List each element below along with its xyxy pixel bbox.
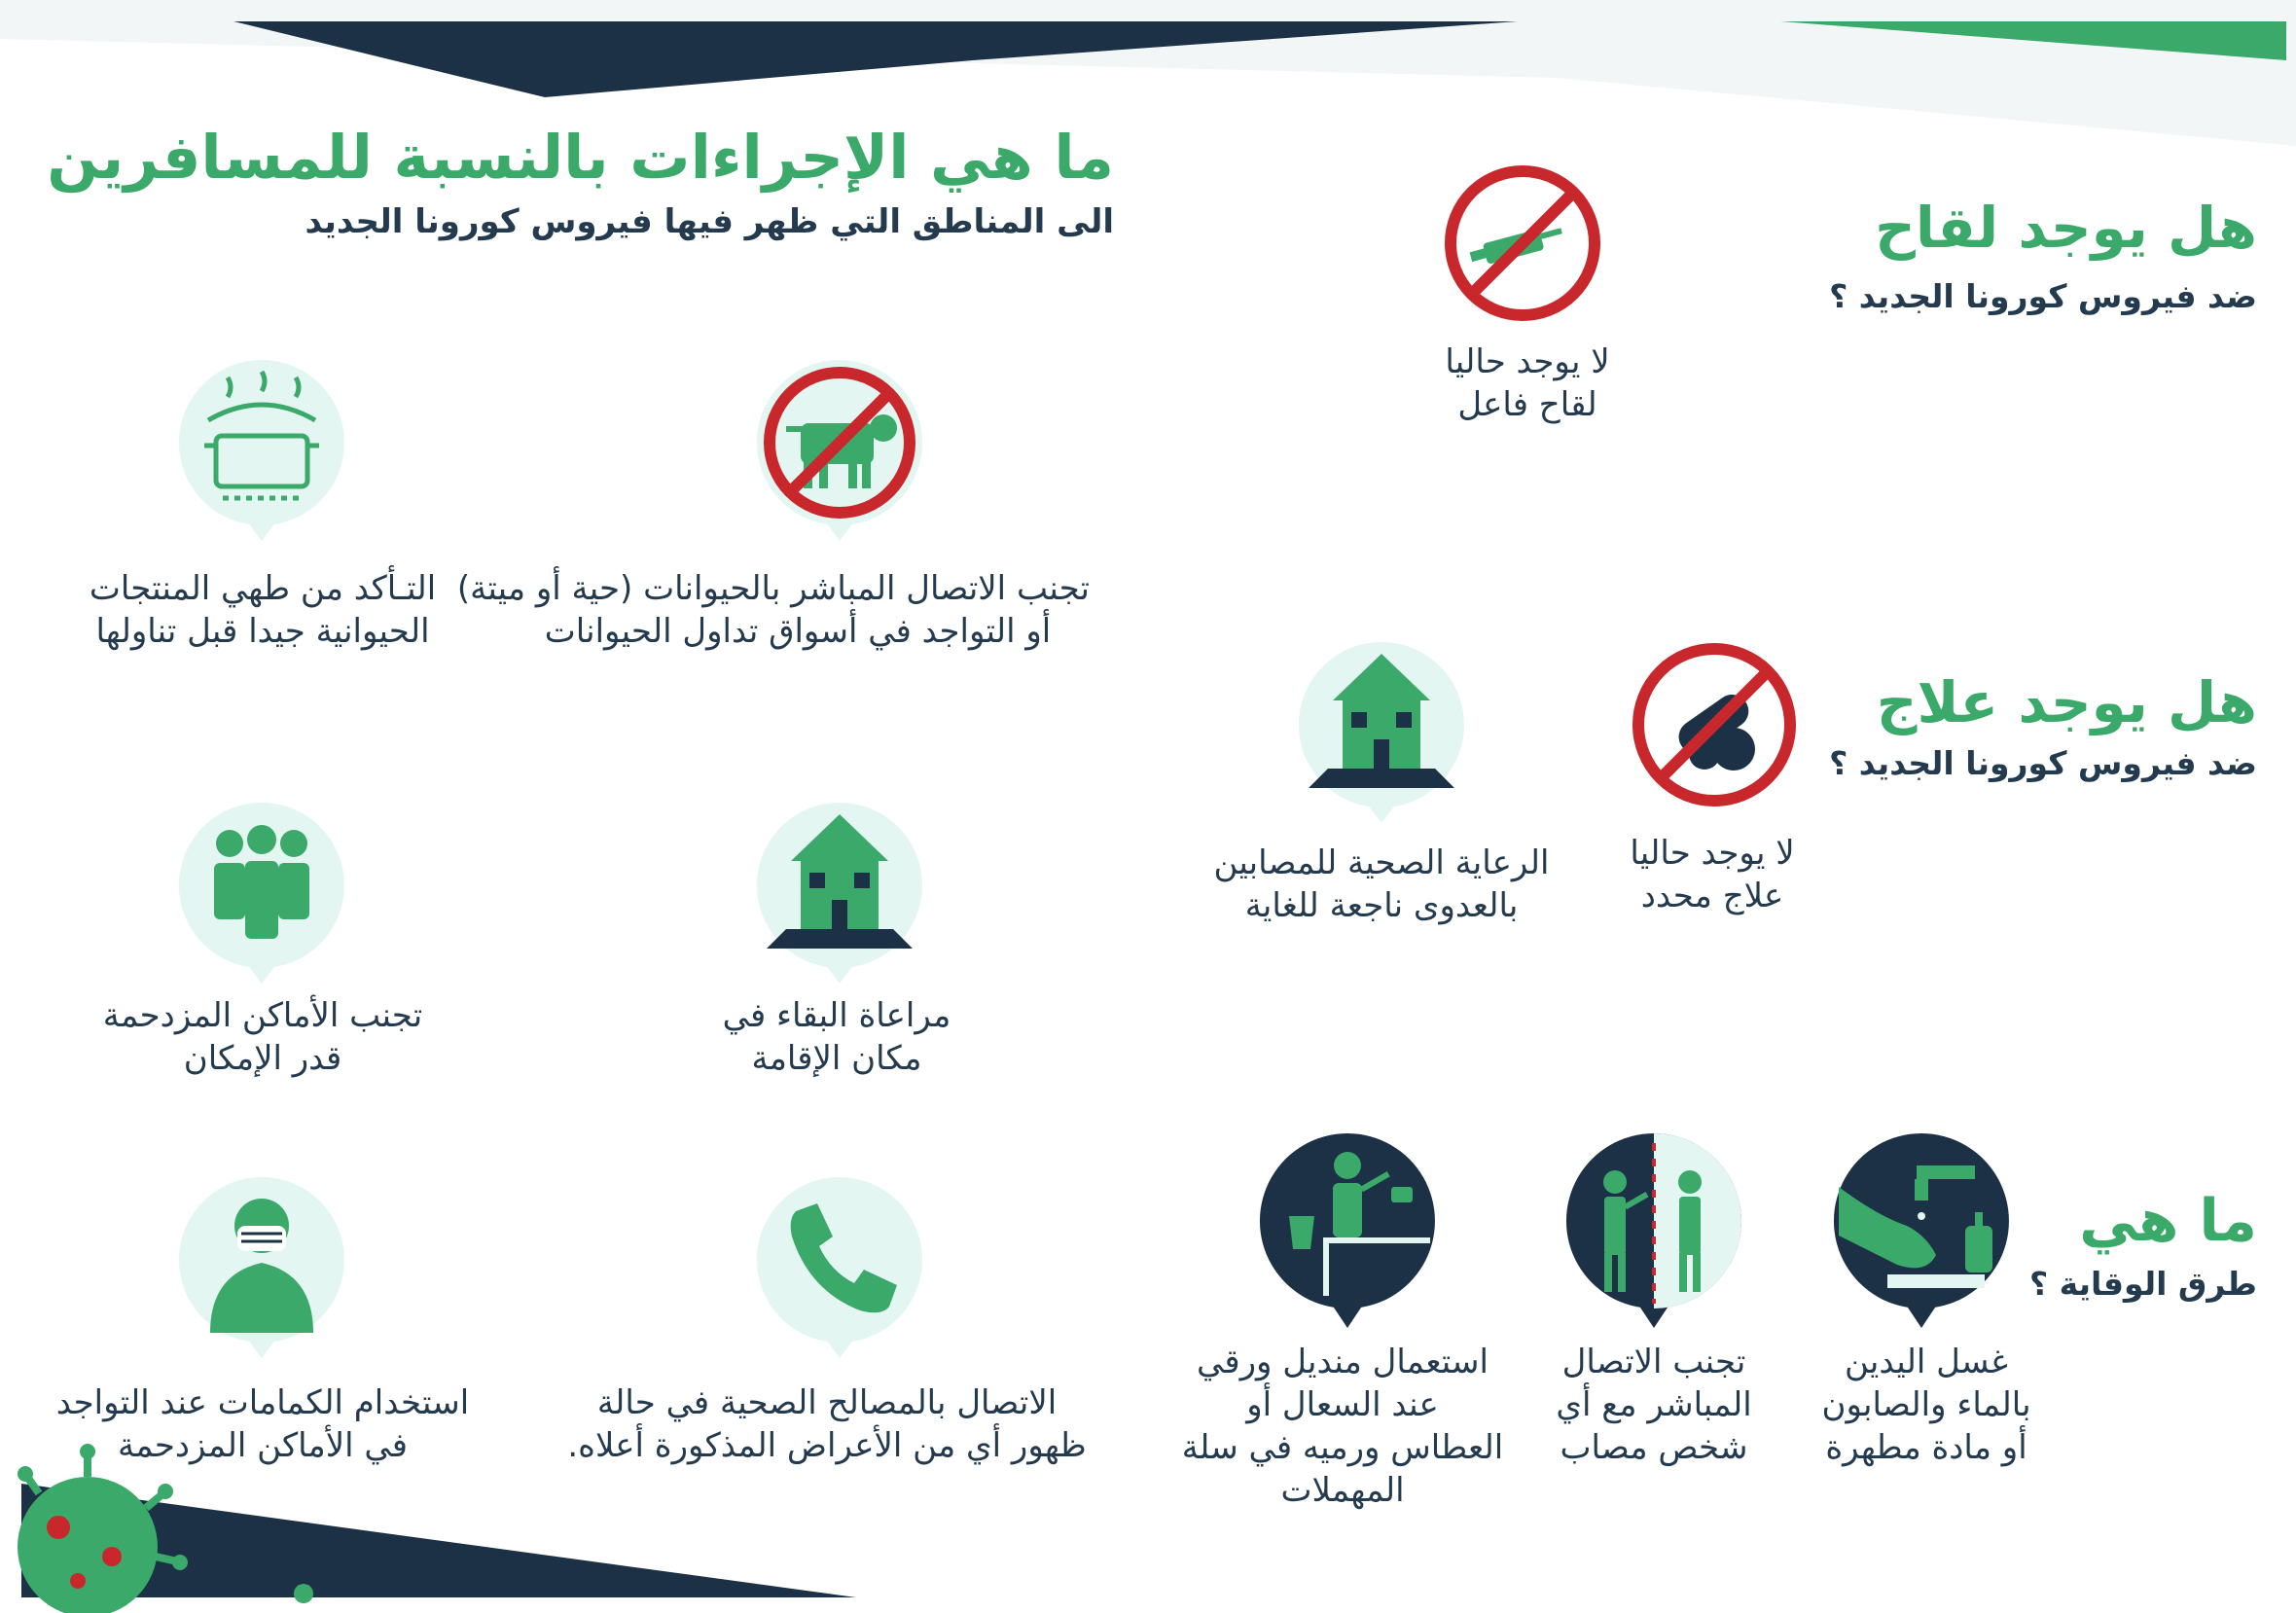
treatment-title: هل يوجد علاج (1876, 669, 2257, 735)
caption-line: لا يوجد حاليا (1630, 834, 1795, 873)
cooking-pot-icon (169, 350, 354, 545)
caption-line: في الأماكن المزدحمة (118, 1426, 408, 1465)
caption-cooking (39, 567, 486, 653)
caption-line: شخص مصاب (1560, 1428, 1748, 1467)
caption-line: أو مادة مطهرة (1825, 1428, 2027, 1467)
caption-line: علاج محدد (1640, 877, 1784, 915)
phone-icon (747, 1167, 932, 1362)
caption-line: قدر الإمكان (183, 1039, 342, 1078)
caption-line: غسل اليدين (1845, 1343, 2008, 1381)
caption-avoid-contact (1508, 1341, 1800, 1469)
caption-line: بالماء والصابون (1821, 1385, 2031, 1424)
caption-crowd (39, 994, 486, 1080)
caption-line: بالعدوى ناجعة للغاية (1244, 886, 1519, 925)
vaccine-title: هل يوجد لقاح (1875, 195, 2257, 261)
caption-line: لقاح فاعل (1457, 385, 1597, 424)
caption-line: أو التواجد في أسواق تداول الحيوانات (544, 612, 1052, 651)
caption-line: استعمال منديل ورقي (1197, 1343, 1489, 1381)
travel-subtitle: الى المناطق التي ظهر فيها فيروس كورونا الجديد (305, 202, 1114, 241)
caption-no-treatment (1566, 832, 1858, 917)
caption-tissue (1167, 1341, 1518, 1512)
home-icon (747, 793, 932, 987)
caption-line: ظهور أي من الأعراض المذكورة أعلاه. (567, 1426, 1087, 1465)
caption-line: مراعاة البقاء في (722, 996, 951, 1035)
caption-line: الاتصال بالمصالح الصحية في حالة (596, 1383, 1058, 1422)
prevention-title: ما هي (2079, 1187, 2257, 1255)
caption-line: المباشر مع أي (1556, 1385, 1752, 1424)
treatment-subtitle: ضد فيروس كورونا الجديد ؟ (1829, 744, 2257, 782)
no-pills-icon (1627, 637, 1802, 812)
caption-line: العطاس ورميه في سلة (1181, 1428, 1504, 1467)
avoid-contact-icon (1561, 1129, 1746, 1333)
home-icon (1289, 632, 1474, 827)
no-vaccine-icon (1440, 161, 1605, 326)
caption-line: التـأكد من طهي المنتجات (89, 569, 437, 608)
caption-line: الرعاية الصحية للمصابين (1213, 843, 1550, 882)
no-animals-icon (747, 350, 932, 545)
caption-no-vaccine (1381, 341, 1673, 426)
caption-hand-washing (1780, 1341, 2072, 1469)
prevention-subtitle: طرق الوقاية ؟ (2028, 1265, 2257, 1303)
caption-line: تجنب الاتصال (1561, 1343, 1746, 1381)
vaccine-subtitle: ضد فيروس كورونا الجديد ؟ (1829, 277, 2257, 315)
face-mask-icon (169, 1167, 354, 1362)
caption-line: عند السعال أو (1246, 1385, 1439, 1424)
caption-line: لا يوجد حاليا (1445, 342, 1610, 381)
travel-title: ما هي الإجراءات بالنسبة للمسافرين (47, 122, 1114, 193)
caption-line: مكان الإقامة (751, 1039, 922, 1078)
caption-line: تجنب الاتصال المباشر بالحيوانات (حية أو ميتة) (456, 569, 1090, 608)
hand-washing-icon (1829, 1129, 2014, 1333)
caption-no-animals (456, 567, 1090, 653)
crowd-icon (169, 793, 354, 987)
caption-line: تجنب الأماكن المزدحمة (102, 996, 423, 1035)
caption-health-care (1197, 842, 1566, 927)
caption-mask (39, 1381, 486, 1467)
caption-line: الحيوانية جيدا قبل تناولها (95, 612, 430, 651)
caption-line: المهملات (1280, 1471, 1405, 1510)
caption-stay-home (603, 994, 1070, 1080)
caption-line: استخدام الكمامات عند التواجد (55, 1383, 470, 1422)
caption-call-health (545, 1381, 1109, 1467)
tissue-icon (1255, 1129, 1440, 1333)
